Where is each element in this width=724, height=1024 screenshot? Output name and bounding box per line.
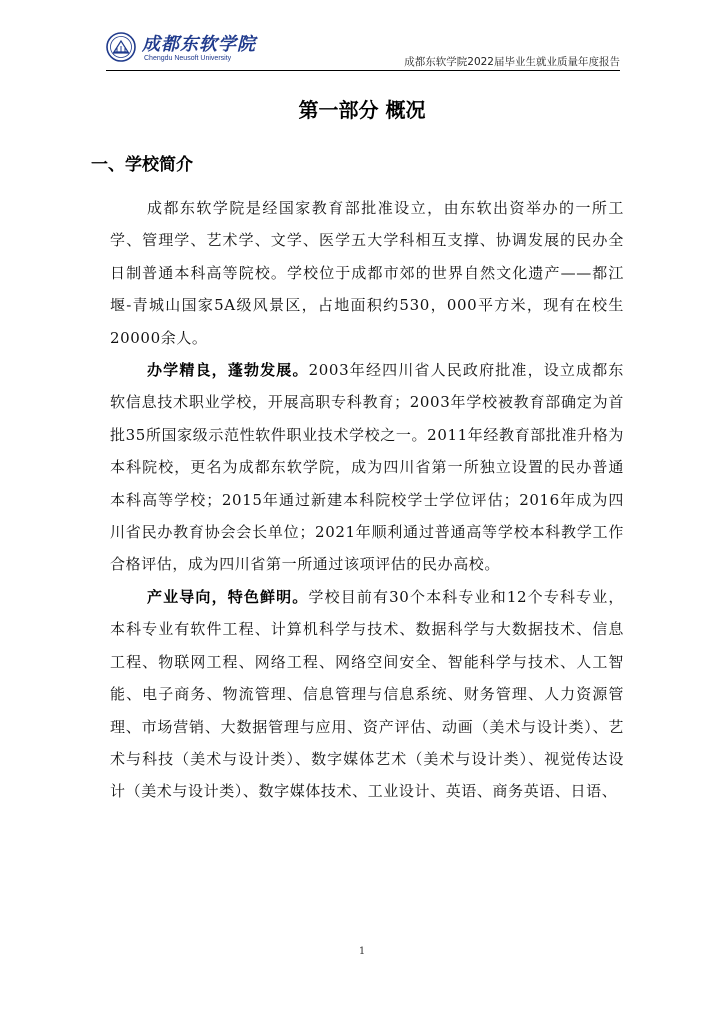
paragraph-lead: 办学精良，蓬勃发展。 bbox=[147, 361, 309, 380]
paragraph bbox=[110, 581, 624, 808]
university-logo bbox=[106, 28, 256, 68]
page-number: 1 bbox=[358, 946, 366, 957]
paragraph-text: 成都东软学院是经国家教育部批准设立，由东软出资举办的一所工学、管理学、艺术学、文学、医学五大学科相互支撑、协调发展的民办全日制普通本科高等院校。学校位于成都市郊的世界自然文化遗产——都江堰-青城山国家5A级风景区，占地面积约530，000平方米，现有在校生20000余人。 bbox=[110, 199, 624, 347]
body-text bbox=[110, 192, 624, 808]
university-seal-icon bbox=[106, 32, 136, 62]
section-title: 一、学校简介 bbox=[91, 155, 193, 175]
paragraph bbox=[110, 354, 624, 581]
paragraph-lead: 产业导向，特色鲜明。 bbox=[147, 587, 309, 606]
logo-wordmark: 成都东软学院 bbox=[142, 34, 256, 55]
paragraph-text: 学校目前有30个本科专业和12个专科专业，本科专业有软件工程、计算机科学与技术、数据科学与大数据技术、信息工程、物联网工程、网络工程、网络空间安全、智能科学与技术、人工智能、电子商务、物流管理、信息管理与信息系统、财务管理、人力资源管理、市场营销、大数据管理与应用、资产评估、动画（美术与设计类）、艺术与科技（美术与设计类）、数字媒体艺术（美术与设计类）、视觉传达设计（美术与设计类）、数字媒体技术、工业设计、英语、商务英语、日语、 bbox=[110, 587, 624, 801]
part-title: 第一部分 概况 bbox=[298, 98, 426, 122]
header-divider bbox=[106, 70, 620, 71]
report-title: 成都东软学院2022届毕业生就业质量年度报告 bbox=[404, 56, 620, 68]
logo-subtitle: Chengdu Neusoft University bbox=[144, 55, 232, 62]
paragraph bbox=[110, 192, 624, 354]
page-header bbox=[106, 28, 620, 70]
paragraph-text: 2003年经四川省人民政府批准，设立成都东软信息技术职业学校，开展高职专科教育；2003年学校被教育部确定为首批35所国家级示范性软件职业技术学校之一。2011年经教育部批准升格为本科院校，更名为成都东软学院，成为四川省第一所独立设置的民办普通本科高等学校；2015年通过新建本科院校学士学位评估；2016年成为四川省民办教育协会会长单位；2021年顺利通过普通高等学校本科教学工作合格评估，成为四川省第一所通过该项评估的民办高校。 bbox=[110, 361, 624, 574]
